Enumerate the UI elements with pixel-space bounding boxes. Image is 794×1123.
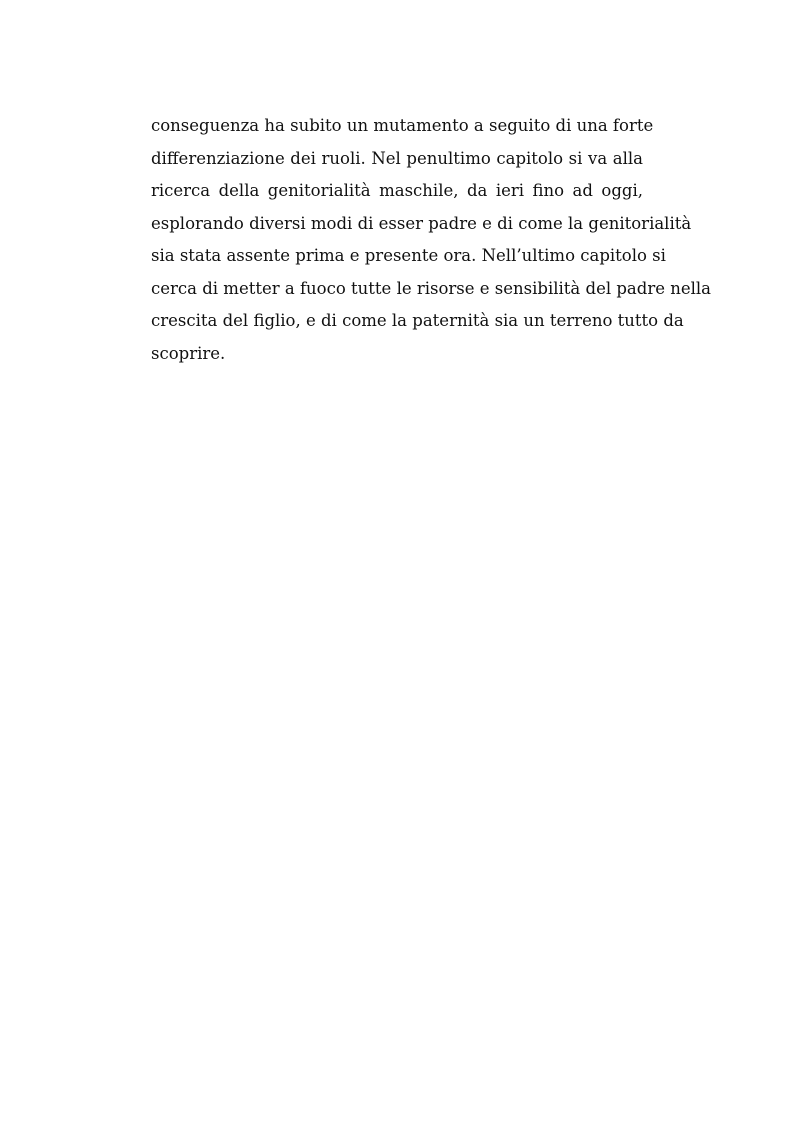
paragraph-line: ricerca della genitorialità maschile, da ieri fino ad oggi,	[151, 181, 643, 200]
paragraph-line: differenziazione dei ruoli. Nel penultimo capitolo si va alla	[151, 148, 643, 168]
paragraph-line: cerca di metter a fuoco tutte le risorse e sensibilità del padre nella	[151, 278, 711, 298]
paragraph-line: esplorando diversi modi di esser padre e di come la genitorialità	[151, 213, 692, 233]
paragraph-line: sia stata assente prima e presente ora. Nell’ultimo capitolo si	[151, 246, 666, 265]
body-paragraph	[151, 110, 711, 370]
paragraph-line: crescita del figlio, e di come la paternità sia un terreno tutto da	[151, 311, 684, 330]
paragraph-line: scoprire.	[151, 343, 226, 363]
paragraph-line: conseguenza ha subito un mutamento a seguito di una forte	[151, 116, 654, 135]
